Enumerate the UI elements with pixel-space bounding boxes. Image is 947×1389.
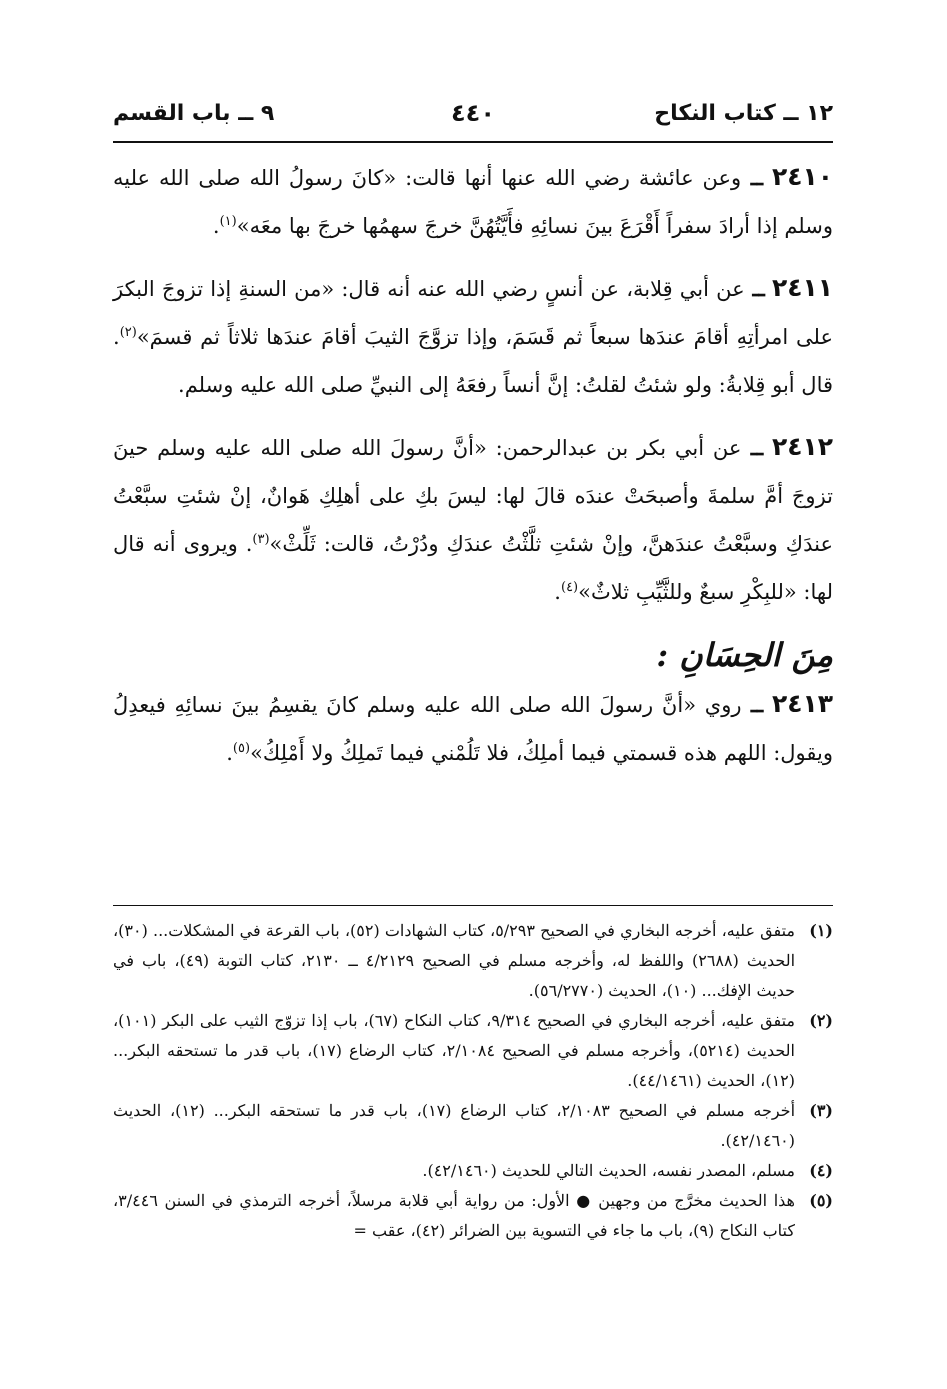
footnote	[113, 1186, 833, 1246]
hadith-number: ٢٤١١	[771, 273, 833, 302]
dash: ــ	[741, 165, 764, 190]
footnote-ref: (٤)	[560, 580, 579, 595]
footnote-text: متفق عليه، أخرجه البخاري في الصحيح ٥/٢٩٣، كتاب الشهادات (٥٢)، باب القرعة في المشكلات... (٣٠)، الحديث (٢٦٨٨) واللفظ له، وأخرجه مسلم في الصحيح ٤/٢١٢٩ ــ ٢١٣٠، كتاب التوبة (٤٩)، باب في حديث الإفك... (١٠)، الحديث (٥٦/٢٧٧٠).	[113, 921, 796, 1000]
hadith-tail: .	[554, 580, 561, 604]
hadith-tail: . ويروى أنه قال لها: «للبِكْرِ سبعٌ وللثَّيِّبِ ثلاثٌ»	[113, 532, 833, 604]
section-heading: مِنَ الحِسَانِ :	[656, 636, 833, 674]
footnote-number: (٣)	[809, 1101, 833, 1120]
hadith-number: ٢٤١٢	[771, 432, 833, 461]
footnote-ref: (٢)	[119, 325, 137, 340]
hadith-tail: .	[226, 741, 233, 765]
chapter-title: ٩ ــ باب القسم	[113, 101, 275, 126]
footnote	[113, 1096, 833, 1156]
footnote-ref: (٥)	[232, 741, 251, 756]
dash: ــ	[744, 276, 765, 301]
hadith-2410	[113, 153, 833, 250]
book-title: ١٢ ــ كتاب النكاح	[654, 101, 833, 126]
footnote	[113, 1156, 833, 1186]
hadith-text: وعن عائشة رضي الله عنها أنها قالت: «كانَ رسولُ الله صلى الله عليه وسلم إذا أرادَ سفراً أَقْرَعَ بينَ نسائِهِ فأَيَّتُهُنَّ خرجَ سهمُها خرجَ بها معَه»	[113, 166, 833, 238]
hadith-number: ٢٤١٣	[771, 689, 833, 718]
footnote-number: (٥)	[809, 1191, 833, 1210]
hadith-2413	[113, 680, 833, 777]
footnote-ref: (٣)	[252, 532, 270, 547]
footnote-number: (٢)	[809, 1011, 833, 1030]
page-number: ٤٤٠	[451, 99, 495, 127]
hadith-text: روي «أنَّ رسولَ الله صلى الله عليه وسلم كانَ يقسِمُ بينَ نسائِهِ فيعدِلُ ويقول: اللهم هذه قسمتي فيما أملِكُ، فلا تَلُمْني فيما تَملِكُ ولا أَمْلِكُ»	[113, 693, 833, 765]
dash: ــ	[741, 692, 764, 717]
footnote-number: (٤)	[809, 1161, 833, 1180]
hadith-text: عن أبي بكر بن عبدالرحمن: «أنَّ رسولَ الله صلى الله عليه وسلم حينَ تزوجَ أمَّ سلمةَ وأصبحَتْ عندَه قالَ لها: ليسَ بكِ على أهلِكِ هَوانٌ، إنْ شئتِ سبَّعْتُ عندَكِ وسبَّعْتُ عندَهنَّ، وإنْ شئتِ ثلَّثْتُ عندَكِ ودُرْتُ، قالت: ثَلِّثْ»	[113, 436, 833, 556]
footnote	[113, 1006, 833, 1096]
footnote-ref: (١)	[219, 214, 237, 229]
footnote-text: متفق عليه، أخرجه البخاري في الصحيح ٩/٣١٤، كتاب النكاح (٦٧)، باب إذا تزوّج الثيب على البكر (١٠١)، الحديث (٥٢١٤)، وأخرجه مسلم في الصحيح ٢/١٠٨٤، كتاب الرضاع (١٧)، باب قدر ما تستحقه البكر... (١٢)، الحديث (٤٤/١٤٦١).	[113, 1011, 796, 1090]
main-text	[113, 153, 833, 777]
hadith-2412	[113, 423, 833, 616]
footnote-number: (١)	[809, 921, 833, 940]
footnote	[113, 916, 833, 1006]
hadith-text: عن أبي قِلابة، عن أنسٍ رضي الله عنه أنه قال: «من السنةِ إذا تزوجَ البكرَ على امرأتِهِ أقامَ عندَها سبعاً ثم قَسَمَ، وإذا تزوَّجَ الثيبَ أقامَ عندَها ثلاثاً ثم قسمَ»	[113, 277, 833, 349]
hadith-2411	[113, 264, 833, 409]
footnote-text: مسلم، المصدر نفسه، الحديث التالي للحديث (٤٢/١٤٦٠).	[422, 1161, 795, 1180]
hadith-tail: .	[212, 214, 220, 238]
hadith-number: ٢٤١٠	[771, 162, 833, 191]
page	[113, 95, 833, 791]
hadith-tail: . قال أبو قِلابةُ: ولو شئتُ لقلتُ: إنَّ أنساً رفعَهُ إلى النبيِّ صلى الله عليه وسلم.	[113, 325, 833, 397]
dash: ــ	[741, 435, 764, 460]
footnote-text: هذا الحديث مخرَّج من وجهين ● الأول: من رواية أبي قلابة مرسلاً، أخرجه الترمذي في السنن ٣/٤٤٦، كتاب النكاح (٩)، باب ما جاء في التسوية بين الضرائر (٤٢)، عقب =	[113, 1191, 795, 1240]
footnotes	[113, 905, 833, 1246]
footnote-text: أخرجه مسلم في الصحيح ٢/١٠٨٣، كتاب الرضاع (١٧)، باب قدر ما تستحقه البكر... (١٢)، الحديث (٤٢/١٤٦٠).	[113, 1101, 796, 1150]
running-header	[113, 95, 833, 143]
